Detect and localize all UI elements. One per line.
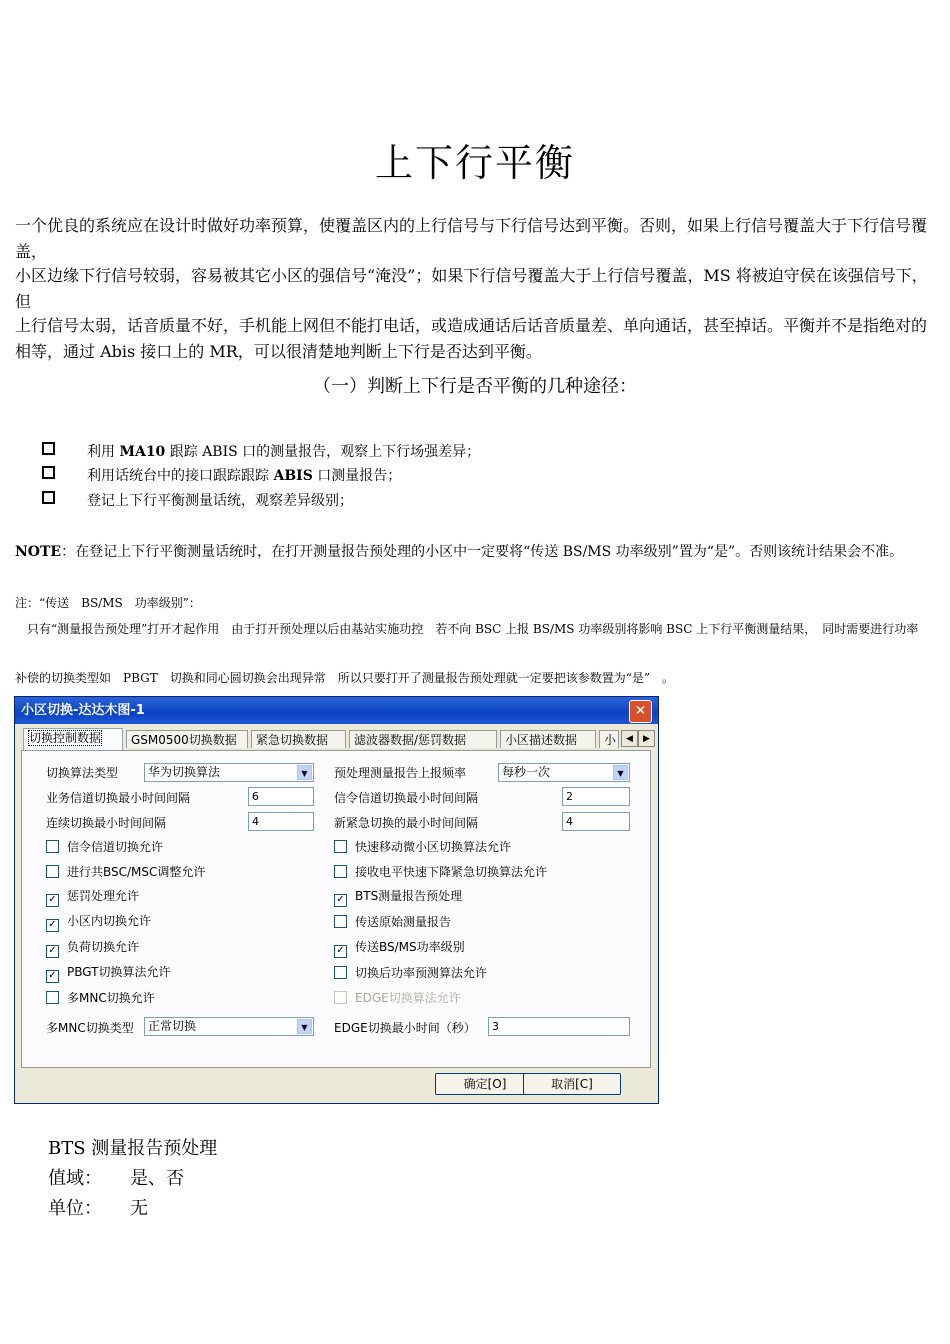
- checkbox-row[interactable]: [334, 915, 451, 929]
- checkbox-row: [334, 991, 461, 1005]
- algo-type-label: 切换算法类型: [46, 766, 119, 780]
- checkbox-row[interactable]: [46, 840, 163, 854]
- remark-line-1: 注：“传送 BS/MS 功率级别”：: [15, 596, 201, 610]
- note: NOTE：在登记上下行平衡测量话统时，在打开测量报告预处理的小区中一定要将“传送 BS/MS 功率级别”置为“是”。否则该统计结果会不准。: [15, 544, 904, 560]
- checkbox-row[interactable]: [46, 941, 139, 958]
- checkbox-checked[interactable]: ✓: [334, 894, 347, 907]
- checkbox-row[interactable]: [334, 840, 511, 854]
- checkbox-label: 进行共BSC/MSC调整允许: [67, 865, 206, 879]
- checkbox-checked[interactable]: ✓: [46, 919, 59, 932]
- sdcch-min-interval-input[interactable]: 2: [562, 787, 630, 806]
- checkbox-label: 信令信道切换允许: [67, 840, 164, 854]
- checkbox-unchecked[interactable]: [334, 915, 347, 928]
- checkbox-checked[interactable]: ✓: [46, 970, 59, 983]
- checkbox-bullet-icon: [42, 466, 55, 479]
- tab-cell-description[interactable]: 小区描述数据: [500, 730, 596, 748]
- checkbox-checked[interactable]: ✓: [46, 945, 59, 958]
- checkbox-row[interactable]: [334, 890, 462, 907]
- checkbox-row[interactable]: [46, 966, 170, 983]
- checkbox-checked[interactable]: ✓: [46, 894, 59, 907]
- continuous-min-interval-input[interactable]: 4: [248, 812, 314, 831]
- close-icon[interactable]: ✕: [629, 700, 652, 723]
- checkbox-unchecked[interactable]: [334, 865, 347, 878]
- new-emergency-min-interval-label: 新紧急切换的最小时间间隔: [334, 816, 479, 830]
- tab-strip: [21, 728, 651, 750]
- tab-more[interactable]: 小: [599, 730, 619, 748]
- sdcch-min-interval-label: 信令信道切换最小时间间隔: [334, 791, 479, 805]
- tab-gsm0500[interactable]: GSM0500切换数据: [126, 730, 248, 748]
- algo-type-select[interactable]: 华为切换算法 ▼: [144, 763, 314, 782]
- chevron-down-icon[interactable]: ▼: [297, 1019, 312, 1034]
- tab-scroll-left-icon[interactable]: ◀: [621, 730, 638, 747]
- checkbox-unchecked[interactable]: [334, 840, 347, 853]
- checkbox-unchecked[interactable]: [334, 966, 347, 979]
- checkbox-label: 小区内切换允许: [67, 914, 152, 928]
- tab-emergency[interactable]: 紧急切换数据: [251, 730, 346, 748]
- checkbox-checked[interactable]: ✓: [334, 945, 347, 958]
- multi-mnc-type-select[interactable]: 正常切换 ▼: [144, 1017, 314, 1036]
- page-title: 上下行平衡: [374, 141, 575, 185]
- checkbox-unchecked[interactable]: [46, 991, 59, 1004]
- param-range: 值域： 是、否: [48, 1168, 184, 1189]
- bullet-item: 利用话统台中的接口跟踪跟踪 ABIS 口测量报告；: [42, 463, 401, 489]
- tab-scroll-right-icon[interactable]: ▶: [638, 730, 655, 747]
- checkbox-unchecked: [334, 991, 347, 1004]
- checkbox-label: 多MNC切换允许: [67, 991, 155, 1005]
- continuous-min-interval-label: 连续切换最小时间间隔: [46, 816, 167, 830]
- tab-handover-control[interactable]: 切换控制数据: [23, 728, 123, 750]
- chevron-down-icon[interactable]: ▼: [613, 765, 628, 780]
- report-freq-label: 预处理测量报告上报频率: [334, 766, 467, 780]
- checkbox-label: EDGE切换算法允许: [355, 991, 461, 1005]
- param-name: BTS 测量报告预处理: [48, 1138, 218, 1159]
- tab-filter-penalty[interactable]: 滤波器数据/惩罚数据: [349, 730, 497, 748]
- remark-line-3: 补偿的切换类型如 PBGT 切换和同心圆切换会出现异常 所以只要打开了测量报告预处理就一定要把该参数置为“是” 。: [15, 671, 674, 685]
- checkbox-unchecked[interactable]: [46, 865, 59, 878]
- checkbox-label: 切换后功率预测算法允许: [355, 966, 488, 980]
- remark-line-2: 只有“测量报告预处理”打开才起作用 由于打开预处理以后由基站实施功控 若不向 BSC 上报 BS/MS 功率级别将影响 BSC 上下行平衡测量结果， 同时需要进行功率: [15, 622, 919, 636]
- checkbox-label: 负荷切换允许: [67, 940, 140, 954]
- checkbox-label: BTS测量报告预处理: [355, 889, 463, 903]
- tch-min-interval-label: 业务信道切换最小时间间隔: [46, 791, 191, 805]
- checkbox-row[interactable]: [334, 941, 465, 958]
- checkbox-label: 传送BS/MS功率级别: [355, 940, 465, 954]
- tab-panel: [21, 750, 651, 1068]
- checkbox-row[interactable]: [334, 865, 547, 879]
- edge-min-time-label: EDGE切换最小时间（秒）: [334, 1021, 476, 1035]
- checkbox-bullet-icon: [42, 442, 55, 455]
- tch-min-interval-input[interactable]: 6: [248, 787, 314, 806]
- bullet-item: 登记上下行平衡测量话统，观察差异级别；: [42, 488, 353, 514]
- checkbox-row[interactable]: [46, 991, 155, 1005]
- dialog-title-bar: 小区切换-达达木图-1 ✕: [15, 697, 658, 724]
- new-emergency-min-interval-input[interactable]: 4: [562, 812, 630, 831]
- checkbox-label: PBGT切换算法允许: [67, 965, 171, 979]
- section-heading: （一）判断上下行是否平衡的几种途径：: [313, 376, 637, 397]
- cell-handover-dialog: [14, 696, 659, 1104]
- cancel-button[interactable]: 取消[C]: [523, 1073, 621, 1095]
- checkbox-row[interactable]: [46, 890, 139, 907]
- checkbox-row[interactable]: [46, 865, 205, 879]
- checkbox-label: 惩罚处理允许: [67, 889, 140, 903]
- edge-min-time-input[interactable]: 3: [488, 1017, 630, 1036]
- paragraph-2: 小区边缘下行信号较弱，容易被其它小区的强信号“淹没”；如果下行信号覆盖大于上行信号覆盖，MS 将被迫守侯在该强信号下，但: [15, 266, 928, 311]
- param-unit: 单位： 无: [48, 1198, 148, 1219]
- checkbox-row[interactable]: [46, 915, 151, 932]
- paragraph-3: 上行信号太弱，话音质量不好，手机能上网但不能打电话，或造成通话后话音质量差、单向通话，甚至掉话。平衡并不是指绝对的相等，通过 Abis 接口上的 MR，可以很清楚地判断上下行是否达到平衡。: [15, 316, 928, 361]
- checkbox-row[interactable]: [334, 966, 487, 980]
- paragraph-1: 一个优良的系统应在设计时做好功率预算，使覆盖区内的上行信号与下行信号达到平衡。否则，如果上行信号覆盖大于下行信号覆盖，: [15, 216, 928, 261]
- checkbox-label: 快速移动微小区切换算法允许: [355, 840, 512, 854]
- report-freq-select[interactable]: 每秒一次 ▼: [498, 763, 630, 782]
- checkbox-unchecked[interactable]: [46, 840, 59, 853]
- checkbox-label: 接收电平快速下降紧急切换算法允许: [355, 865, 548, 879]
- chevron-down-icon[interactable]: ▼: [297, 765, 312, 780]
- multi-mnc-type-label: 多MNC切换类型: [46, 1021, 134, 1035]
- checkbox-bullet-icon: [42, 491, 55, 504]
- checkbox-label: 传送原始测量报告: [355, 915, 452, 929]
- bullet-item: 利用 MA10 跟踪 ABIS 口的测量报告，观察上下行场强差异；: [42, 439, 480, 465]
- ok-button[interactable]: 确定[O]: [435, 1073, 535, 1095]
